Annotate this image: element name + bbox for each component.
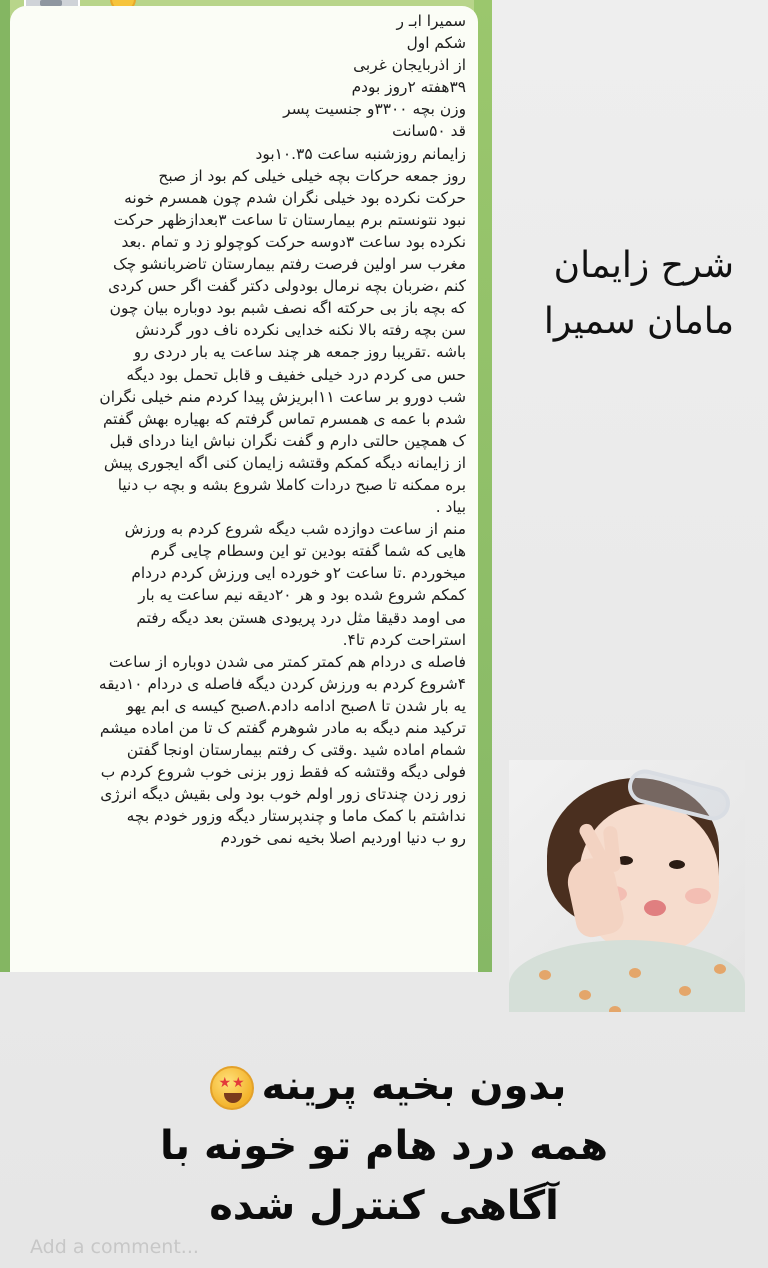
message-line: نداشتم با کمک ماما و چندپرستار دیگه وزور خودم بچه	[126, 807, 466, 826]
bottom-caption	[0, 1056, 768, 1236]
message-line: زایمانم روزشنبه ساعت ۱۰.۳۵بود	[255, 144, 466, 163]
message-line: سن بچه رفته بالا نکنه خدایی نکرده ناف دور گردنش	[135, 321, 466, 340]
message-line: مغرب سر اولین فرصت رفتم بیمارستان تاضربانشو چک	[113, 255, 466, 274]
caption-line-1	[0, 1056, 768, 1116]
message-line: میخوردم .تا ساعت ۲و خورده ایی ورزش کردم دردام	[131, 564, 466, 583]
message-line: فولی دیگه وقتشه که فقط زور بزنی خوب شروع کردم ب	[100, 763, 466, 782]
comment-input[interactable]	[30, 1232, 290, 1262]
side-caption-line: مامان سمیرا	[543, 301, 734, 342]
message-line: شب دورو بر ساعت ۱۱ابریزش پیدا کردم منم خیلی نگران	[99, 387, 466, 406]
message-line: باشه .تقریبا روز جمعه هر چند ساعت یه بار دردی رو	[133, 343, 466, 362]
baby-photo	[509, 760, 745, 1012]
message-line: شمام اماده شید .وقتی ک رفتم بیمارستان اونجا گفتن	[126, 741, 466, 760]
message-line: نبود نتونستم برم بیمارستان تا ساعت ۳بعدازظهر حرکت	[113, 210, 466, 229]
message-line: رو ب دنیا اوردیم اصلا بخیه نمی خوردم	[220, 829, 466, 848]
message-line: ترکید منم دیگه به مادر شوهرم گفتم ک تا من اماده میشم	[99, 719, 466, 737]
message-line: حس می کردم درد خیلی خفیف و قابل تحمل بود دیگه	[126, 365, 466, 384]
message-line: نکرده بود ساعت ۳دوسه حرکت کوچولو زد و تمام .بعد	[121, 232, 466, 251]
side-caption	[524, 238, 734, 350]
chat-screenshot	[0, 0, 492, 972]
message-bubble	[10, 6, 478, 972]
message-line: از زایمانه دیگه کمکم وقتشه زایمان کنی اگه ایجوری پیش	[103, 453, 466, 472]
message-line: یه بار شدن تا ۸صبح ادامه دادم.۸صبح کیسه ی ابم یهو	[126, 696, 466, 715]
message-line: استراحت کردم تا۴.	[342, 630, 466, 649]
caption-line-1-text: بدون بخیه پرینه	[261, 1063, 567, 1109]
message-line: می اومد دقیقا مثل درد پریودی هستن بعد دیگه رفتم	[136, 608, 466, 627]
message-line: فاصله ی دردام هم کمتر کمتر می شدن دوباره از ساعت	[108, 652, 466, 671]
caption-line-3: آگاهی کنترل شده	[209, 1183, 559, 1229]
message-line: ۳۹هفته ۲روز بودم	[351, 78, 466, 97]
message-line: شدم با عمه ی همسرم تماس گرفتم که بهیاره بهش گفتم	[102, 409, 466, 428]
message-line: ۴شروع کردم به ورزش کردن دیگه فاصله ی دردام ۱۰دیقه	[98, 674, 466, 693]
message-text	[32, 10, 466, 972]
message-line: کمکم شروع شده بود و هر ۲۰دیقه نیم ساعت یه بار	[138, 586, 466, 605]
message-line: منم از ساعت دوازده شب دیگه شروع کردم به ورزش	[124, 520, 466, 539]
message-line: وزن بچه ۳۳۰۰و جنسیت پسر	[283, 100, 466, 119]
message-line: هایی که شما گفته بودین تو این وسطام چایی گرم	[150, 542, 466, 561]
message-line: که بچه باز بی حرکته اگه نصف شبم بود دوباره بیان چون	[109, 299, 466, 318]
message-line: روز جمعه حرکات بچه خیلی خیلی کم بود از صبح	[158, 166, 466, 185]
message-line: قد ۵۰سانت	[392, 122, 466, 141]
message-line: بیاد .	[435, 498, 466, 517]
star-eyes-emoji-icon	[210, 1066, 254, 1110]
message-line: کنم ،ضربان بچه نرمال بودولی دکتر گفت اگر حس کردی	[108, 277, 466, 296]
side-caption-line: شرح زایمان	[553, 245, 734, 286]
message-line: حرکت نکرده بود خیلی نگران شدم چون همسرم خونه	[124, 188, 466, 207]
caption-line-2: همه درد هام تو خونه با	[160, 1123, 608, 1169]
message-line: از اذربایجان غربی	[353, 56, 466, 75]
message-line: شکم اول	[406, 34, 466, 53]
message-line: ک همچین حالتی دارم و گفت نگران نباش اینا دردای قبل	[109, 431, 466, 450]
message-line: بره ممکنه تا صبح دردات کاملا شروع بشه و بچه ب دنیا	[117, 475, 466, 494]
message-line: سمیرا ابـ ر	[396, 12, 466, 30]
message-line: زور زدن چندتای زور اولم خوب بود ولی بقیش دیگه انرژی	[100, 785, 466, 804]
shirt	[509, 940, 745, 1012]
